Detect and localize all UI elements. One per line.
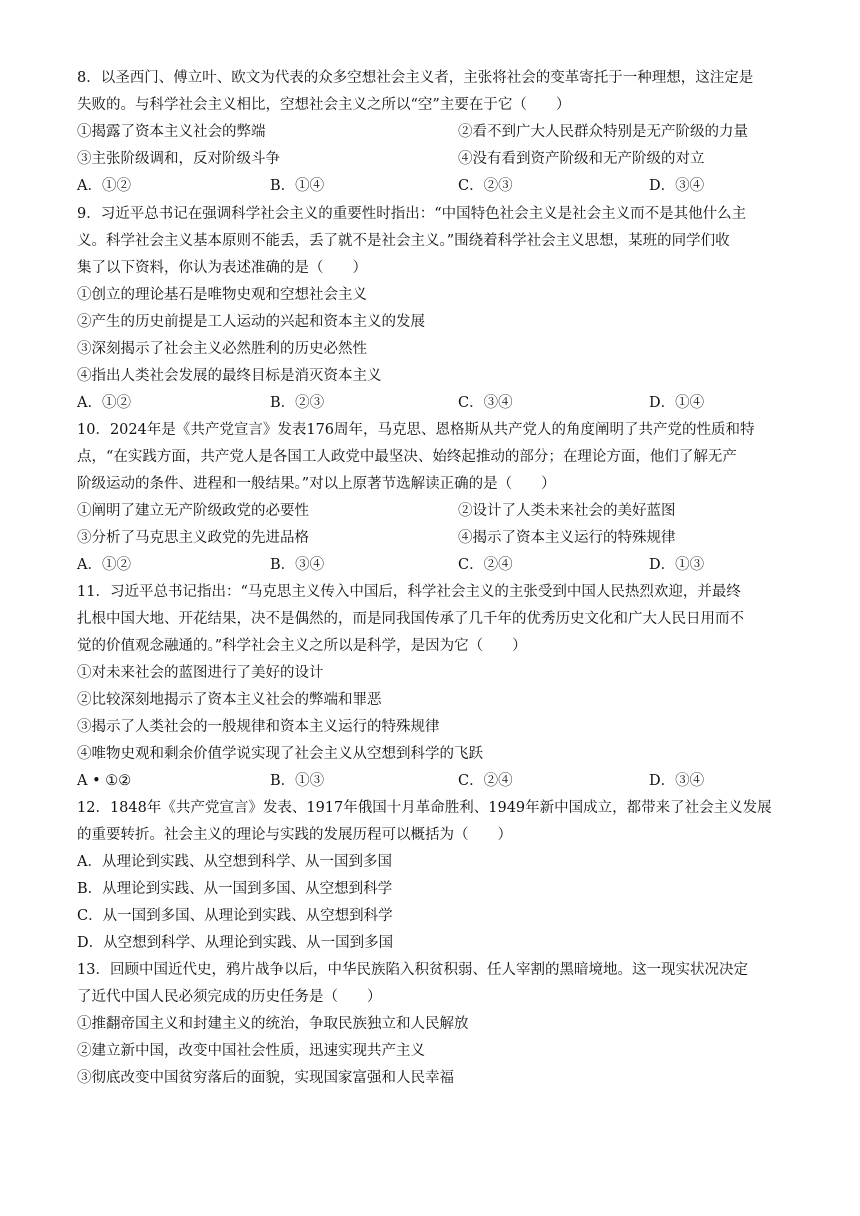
q8-option-a[interactable]: A．①② [77, 178, 131, 194]
q13-stem-line-2: 了近代中国人民必须完成的历史任务是（ ） [77, 989, 382, 1005]
q12-stem-line-1: 12．1848年《共产党宣言》发表、1917年俄国十月革命胜利、1949年新中国成立，都带来了社会主义发展 [77, 800, 772, 816]
q11-statement-1: ①对未来社会的蓝图进行了美好的设计 [77, 665, 324, 681]
q12-stem-line-2: 的重要转折。社会主义的理论与实践的发展历程可以概括为（ ） [77, 827, 512, 843]
q13-statement-3: ③彻底改变中国贫穷落后的面貌，实现国家富强和人民幸福 [77, 1070, 454, 1086]
q10-statement-2: ②设计了人类未来社会的美好蓝图 [458, 503, 676, 519]
q8-statement-4: ④没有看到资产阶级和无产阶级的对立 [458, 151, 705, 167]
q8-option-d[interactable]: D．③④ [649, 178, 705, 194]
q13-stem-line-1: 13．回顾中国近代史，鸦片战争以后，中华民族陷入积贫积弱、任人宰割的黑暗境地。这一现实状况决定 [77, 962, 748, 978]
q12-option-d[interactable]: D．从空想到科学、从理论到实践、从一国到多国 [77, 935, 394, 951]
q11-stem-line-2: 扎根中国大地、开花结果，决不是偶然的，而是同我国传承了几千年的优秀历史文化和广大人民日用而不 [77, 611, 744, 627]
q10-statement-3: ③分析了马克思主义政党的先进品格 [77, 530, 309, 546]
q9-statement-2: ②产生的历史前提是工人运动的兴起和资本主义的发展 [77, 314, 425, 330]
q8-stem-line-1: 8．以圣西门、傅立叶、欧文为代表的众多空想社会主义者，主张将社会的变革寄托于一种理想，这注定是 [77, 70, 754, 86]
q8-option-b[interactable]: B．①④ [270, 178, 325, 194]
q8-statement-3: ③主张阶级调和，反对阶级斗争 [77, 151, 280, 167]
q11-option-a[interactable]: A • ①② [77, 773, 132, 789]
q10-option-c[interactable]: C．②④ [458, 557, 513, 573]
q8-option-c[interactable]: C．②③ [458, 178, 513, 194]
q12-option-a[interactable]: A．从理论到实践、从空想到科学、从一国到多国 [77, 854, 392, 870]
q10-statement-1: ①阐明了建立无产阶级政党的必要性 [77, 503, 309, 519]
q10-stem-line-3: 阶级运动的条件、进程和一般结果。”对以上原著节选解读正确的是（ ） [77, 476, 556, 492]
q11-option-d[interactable]: D．③④ [649, 773, 705, 789]
q9-option-a[interactable]: A．①② [77, 395, 131, 411]
q9-stem-line-2: 义。科学社会主义基本原则不能丢，丢了就不是社会主义。”围绕着科学社会主义思想，某班的同学们收 [77, 233, 730, 249]
q9-statement-3: ③深刻揭示了社会主义必然胜利的历史必然性 [77, 341, 367, 357]
q13-statement-2: ②建立新中国，改变中国社会性质，迅速实现共产主义 [77, 1043, 425, 1059]
q9-stem-line-1: 9．习近平总书记在强调科学社会主义的重要性时指出：“中国特色社会主义是社会主义而不是其他什么主 [77, 206, 747, 222]
q12-option-b[interactable]: B．从理论到实践、从一国到多国、从空想到科学 [77, 881, 393, 897]
q10-statement-4: ④揭示了资本主义运行的特殊规律 [458, 530, 676, 546]
q10-option-b[interactable]: B．③④ [270, 557, 325, 573]
q13-statement-1: ①推翻帝国主义和封建主义的统治，争取民族独立和人民解放 [77, 1016, 469, 1032]
q10-stem-line-1: 10．2024年是《共产党宣言》发表176周年，马克思、恩格斯从共产党人的角度阐明了共产党的性质和特 [77, 422, 755, 438]
q8-stem-line-2: 失败的。与科学社会主义相比，空想社会主义之所以“空”主要在于它（ ） [77, 97, 571, 113]
q8-statement-2: ②看不到广大人民群众特别是无产阶级的力量 [458, 124, 748, 140]
q8-statement-1: ①揭露了资本主义社会的弊端 [77, 124, 266, 140]
q9-option-c[interactable]: C．③④ [458, 395, 513, 411]
q9-statement-4: ④指出人类社会发展的最终目标是消灭资本主义 [77, 368, 382, 384]
q11-statement-3: ③揭示了人类社会的一般规律和资本主义运行的特殊规律 [77, 719, 440, 735]
q9-statement-1: ①创立的理论基石是唯物史观和空想社会主义 [77, 287, 367, 303]
q10-stem-line-2: 点，“在实践方面，共产党人是各国工人政党中最坚决、始终起推动的部分；在理论方面，他们了解无产 [77, 449, 737, 465]
q9-stem-line-3: 集了以下资料，你认为表述准确的是（ ） [77, 260, 367, 276]
q10-option-d[interactable]: D．①③ [649, 557, 705, 573]
q11-option-b[interactable]: B．①③ [270, 773, 325, 789]
q9-option-b[interactable]: B．②③ [270, 395, 325, 411]
q11-stem-line-3: 觉的价值观念融通的。”科学社会主义之所以是科学，是因为它（ ） [77, 638, 527, 654]
q11-option-c[interactable]: C．②④ [458, 773, 513, 789]
q10-option-a[interactable]: A．①② [77, 557, 131, 573]
q11-statement-2: ②比较深刻地揭示了资本主义社会的弊端和罪恶 [77, 692, 382, 708]
q11-statement-4: ④唯物史观和剩余价值学说实现了社会主义从空想到科学的飞跃 [77, 746, 483, 762]
q12-option-c[interactable]: C．从一国到多国、从理论到实践、从空想到科学 [77, 908, 393, 924]
q9-option-d[interactable]: D．①④ [649, 395, 705, 411]
q11-stem-line-1: 11．习近平总书记指出：“马克思主义传入中国后，科学社会主义的主张受到中国人民热烈欢迎，并最终 [77, 584, 741, 600]
